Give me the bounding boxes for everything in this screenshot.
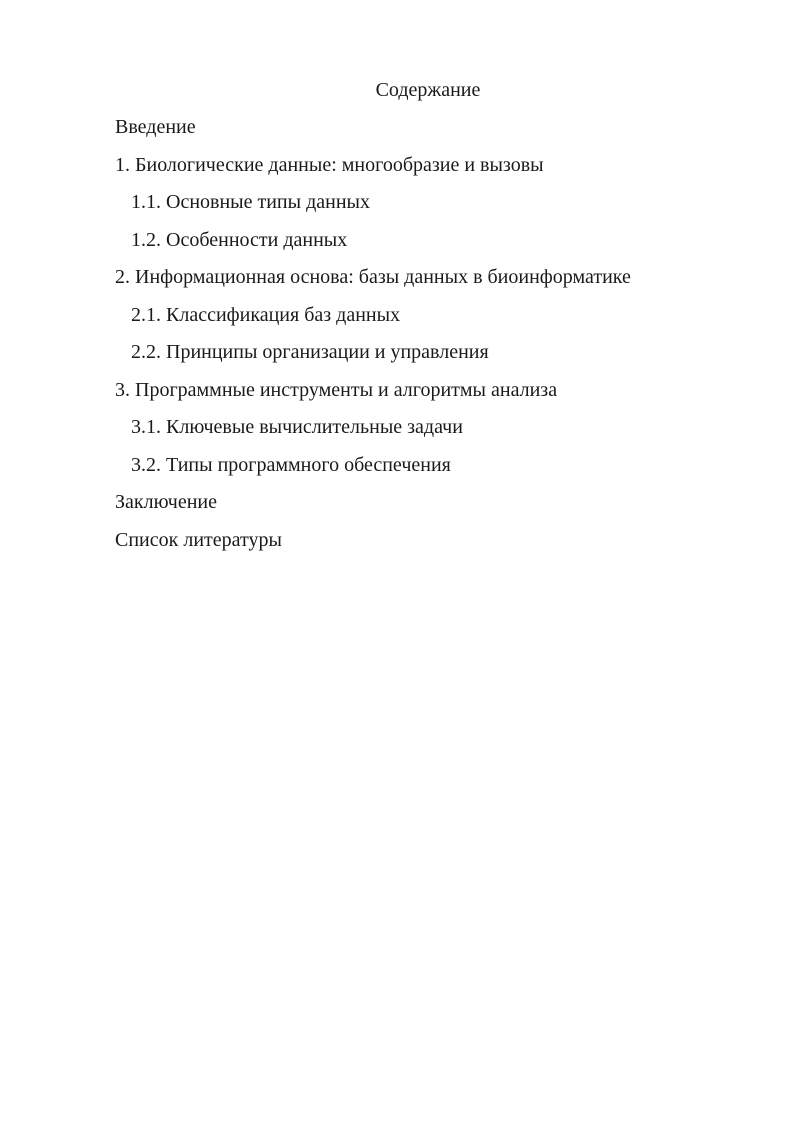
toc-item-chapter-1: 1. Биологические данные: многообразие и вызовы [115, 153, 544, 176]
toc-item-section-3-2: 3.2. Типы программного обеспечения [131, 453, 451, 476]
toc-item-chapter-2: 2. Информационная основа: базы данных в биоинформатике [115, 266, 631, 288]
page-title: Содержание [375, 79, 481, 101]
toc-item-conclusion: Заключение [115, 491, 217, 513]
toc-item-introduction: Введение [115, 116, 196, 138]
toc-item-chapter-3: 3. Программные инструменты и алгоритмы анализа [115, 378, 558, 401]
toc-item-section-2-1: 2.1. Классификация баз данных [131, 303, 401, 326]
toc-item-section-3-1: 3.1. Ключевые вычислительные задачи [131, 416, 463, 438]
toc-item-references: Список литературы [115, 528, 282, 551]
toc-item-section-2-2: 2.2. Принципы организации и управления [131, 341, 489, 363]
toc-item-section-1-2: 1.2. Особенности данных [131, 228, 348, 251]
toc-item-section-1-1: 1.1. Основные типы данных [131, 191, 370, 213]
table-of-contents [115, 114, 631, 564]
